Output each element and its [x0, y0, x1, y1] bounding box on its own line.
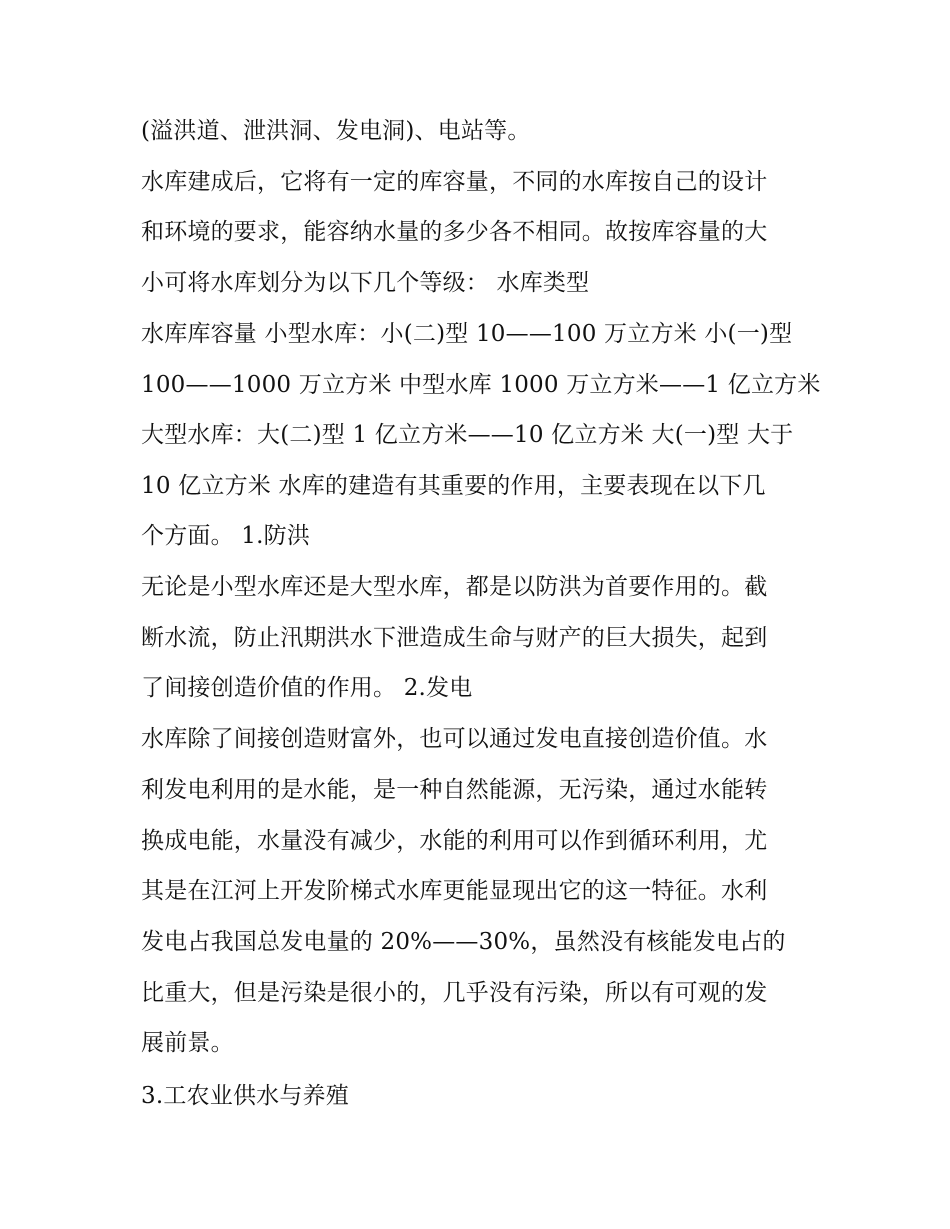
text-line: (溢洪道、泄洪洞、发电洞)、电站等。 — [141, 118, 531, 144]
text-line: 比重大，但是污染是很小的，几乎没有污染，所以有可观的发 — [141, 980, 768, 1006]
text-line: 大型水库：大(二)型 1 亿立方米——10 亿立方米 大(一)型 大于 — [141, 422, 794, 448]
text-line: 利发电利用的是水能，是一种自然能源，无污染，通过水能转 — [141, 777, 768, 803]
text-line: 其是在江河上开发阶梯式水库更能显现出它的这一特征。水利 — [141, 878, 768, 904]
text-line: 发电占我国总发电量的 20%——30%，虽然没有核能发电占的 — [141, 929, 786, 955]
text-line: 水库建成后，它将有一定的库容量，不同的水库按自己的设计 — [141, 169, 768, 195]
text-line: 了间接创造价值的作用。 2.发电 — [141, 675, 473, 701]
text-line: 展前景。 — [141, 1030, 234, 1056]
text-line: 和环境的要求，能容纳水量的多少各不相同。故按库容量的大 — [141, 219, 768, 245]
text-line: 水库库容量 小型水库：小(二)型 10——100 万立方米 小(一)型 — [141, 321, 793, 347]
section-heading: 3.工农业供水与养殖 — [141, 1083, 349, 1109]
text-line: 水库除了间接创造财富外，也可以通过发电直接创造价值。水 — [141, 726, 768, 752]
text-line: 10 亿立方米 水库的建造有其重要的作用，主要表现在以下几 — [141, 473, 766, 499]
text-line: 小可将水库划分为以下几个等级： 水库类型 — [141, 270, 590, 296]
text-line: 100——1000 万立方米 中型水库 1000 万立方米——1 亿立方米 — [141, 372, 821, 398]
text-line: 断水流，防止汛期洪水下泄造成生命与财产的巨大损失，起到 — [141, 625, 768, 651]
text-line: 无论是小型水库还是大型水库，都是以防洪为首要作用的。截 — [141, 574, 768, 600]
text-line: 个方面。 1.防洪 — [141, 523, 311, 549]
text-line: 换成电能，水量没有减少，水能的利用可以作到循环利用，尤 — [141, 828, 768, 854]
